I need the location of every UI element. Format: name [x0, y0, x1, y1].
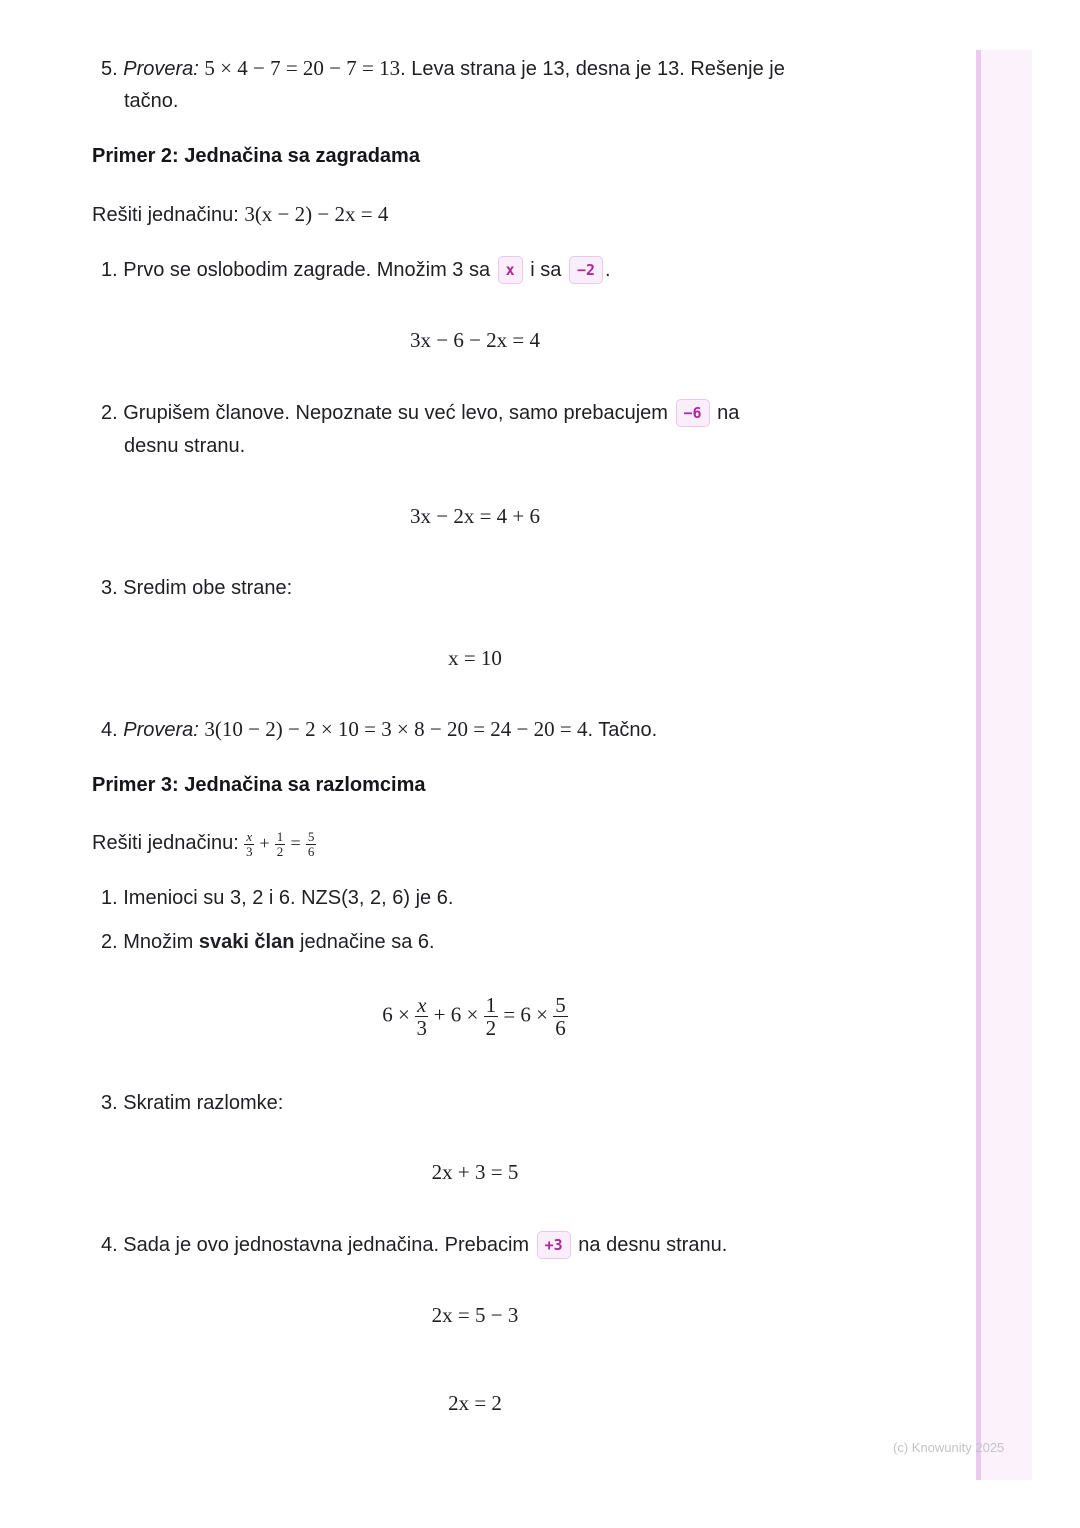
- example3-step4: [101, 1229, 727, 1262]
- step-text: Sredim obe strane:: [123, 577, 293, 599]
- step-text-end: .: [605, 259, 611, 281]
- example2-heading: Primer 2: Jednačina sa zagradama: [92, 145, 420, 167]
- fraction: $\frac{5}{6}$: [307, 829, 315, 859]
- fraction: $\frac{1}{2}$: [276, 829, 284, 859]
- inline-code: −2: [569, 256, 603, 284]
- step-text: Množim: [123, 931, 194, 953]
- task-label: Rešiti jednačinu:: [92, 832, 239, 854]
- equation-display: 2x + 3 = 5: [431, 1160, 519, 1184]
- inline-code: −6: [676, 399, 710, 427]
- task-equation: 3(x − 2) − 2x = 4: [244, 202, 389, 226]
- fraction: $\frac{5}{6}$: [555, 993, 566, 1041]
- equation-display: 3x − 2x = 4 + 6: [409, 504, 541, 528]
- step-text: Grupišem članove. Nepoznate su već levo, samo prebacujem: [123, 402, 668, 424]
- task-label: Rešiti jednačinu:: [92, 204, 239, 226]
- step-text: Skratim razlomke:: [123, 1092, 284, 1114]
- right-margin-panel: [976, 50, 1032, 1480]
- step-number: 1.: [101, 887, 118, 909]
- fraction: $\frac{x}{3}$: [416, 993, 427, 1041]
- check-label: Provera:: [123, 58, 199, 80]
- check-math: 3(10 − 2) − 2 × 10 = 3 × 8 − 20 = 24 − 20 = 4: [204, 717, 588, 741]
- equation-display-fractions: 6 × $\frac{x}{3}$ + 6 × $\frac{1}{2}$ = 6 × $\frac{5}{6}$: [382, 993, 566, 1041]
- example3-heading: Primer 3: Jednačina sa razlomcima: [92, 774, 426, 796]
- example2-step1: [101, 254, 611, 287]
- copyright-footer: (c) Knowunity 2025: [893, 1440, 1005, 1455]
- check-text: . Tačno.: [587, 719, 658, 741]
- step-text-after: na: [717, 402, 740, 424]
- check-text: . Leva strana je 13, desna je 13. Rešenje je: [400, 58, 785, 80]
- example2-step4: [101, 713, 657, 747]
- step-number: 4.: [101, 1234, 118, 1256]
- equation-display: 2x = 5 − 3: [431, 1303, 519, 1327]
- example2-step2: [101, 397, 739, 430]
- fraction: $\frac{1}{2}$: [485, 993, 497, 1041]
- example1-step5: [101, 52, 785, 86]
- example3-step2: [101, 926, 435, 959]
- example1-step5-line2: tačno.: [124, 90, 179, 112]
- check-math: 5 × 4 − 7 = 20 − 7 = 13: [204, 56, 401, 80]
- step-text-after: na desnu stranu.: [578, 1234, 728, 1256]
- example2-step3: [101, 572, 292, 605]
- example2-task: [92, 198, 388, 232]
- step-bold-text: svaki član: [198, 931, 295, 953]
- inline-code: +3: [537, 1231, 571, 1259]
- equation-display: x = 10: [448, 646, 502, 670]
- step-text: Prvo se oslobodim zagrade. Množim 3 sa: [123, 259, 491, 281]
- step-number: 2.: [101, 931, 118, 953]
- step-number: 5.: [101, 58, 118, 80]
- example3-step3: [101, 1087, 283, 1120]
- step-number: 1.: [101, 259, 118, 281]
- fraction: $\frac{x}{3}$: [245, 829, 253, 859]
- step-number: 3.: [101, 1092, 118, 1114]
- check-label: Provera:: [123, 719, 199, 741]
- step-number: 3.: [101, 577, 118, 599]
- right-margin-line: [976, 50, 981, 1480]
- step-text-mid: i sa: [530, 259, 562, 281]
- step-text: Imenioci su 3, 2 i 6. NZS(3, 2, 6) je 6.: [123, 887, 454, 909]
- step-text-after: jednačine sa 6.: [300, 931, 435, 953]
- task-equation: $\frac{x}{3}$ + $\frac{1}{2}$ = $\frac{5}{6}$: [245, 829, 315, 859]
- step-number: 2.: [101, 402, 118, 424]
- example2-step2-line2: desnu stranu.: [124, 435, 246, 457]
- step-number: 4.: [101, 719, 118, 741]
- equation-display: 3x − 6 − 2x = 4: [409, 328, 541, 352]
- example3-task: [92, 826, 316, 860]
- example3-step1: [101, 882, 453, 915]
- inline-code: x: [498, 256, 523, 284]
- step-text: Sada je ovo jednostavna jednačina. Prebacim: [123, 1234, 530, 1256]
- equation-display: 2x = 2: [448, 1391, 502, 1415]
